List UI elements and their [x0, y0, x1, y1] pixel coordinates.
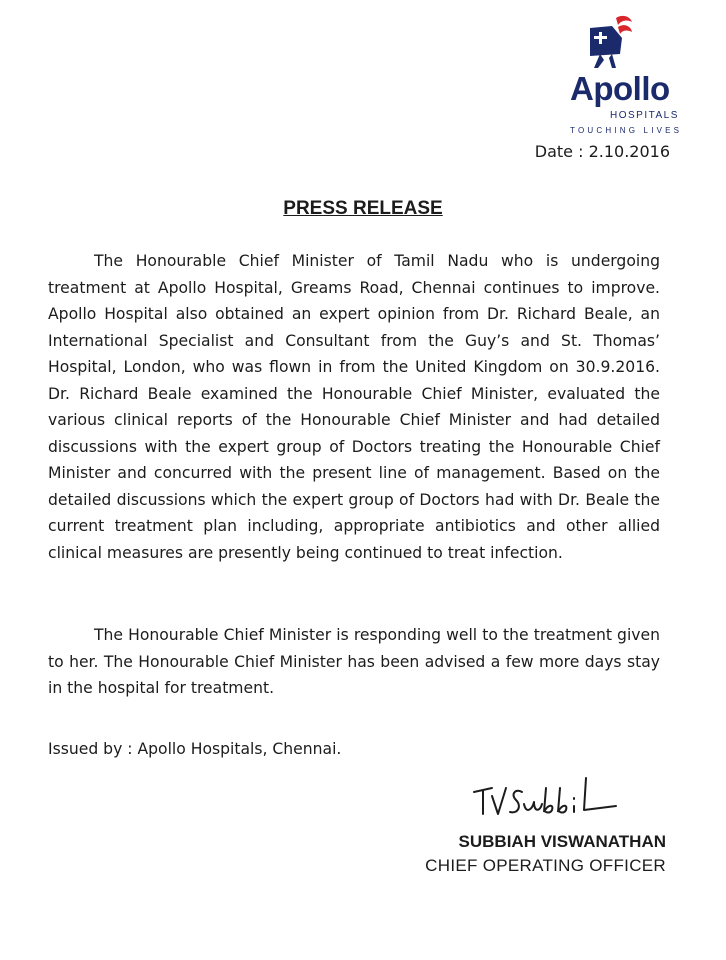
body-paragraph-1-text: The Honourable Chief Minister of Tamil Nadu who is undergoing treatment at Apollo Hospital, Greams Road, Chennai continues to improve. Apollo Hospital also obtained an expert opinion from Dr. Richard Beale, an International Specialist and Consultant from the Guy’s and St. Thomas’ Hospital, London, who was flown in from the United Kingdom on 30.9.2016. Dr. Richard Beale examined the Honourable Chief Minister, evaluated the various clinical reports of the Honourable Chief Minister and had detailed discussions with the expert group of Doctors treating the Honourable Chief Minister and concurred with the present line of management. Based on the detailed discussions which the expert group of Doctors had with Dr. Beale the current treatment plan including, appropriate antibiotics and other allied clinical measures are presently being continued to treat infection.	[48, 252, 660, 562]
handwritten-signature	[470, 770, 620, 820]
signatory-name: SUBBIAH VISWANATHAN	[458, 832, 666, 851]
logo-subtitle: HOSPITALS	[610, 110, 679, 121]
body-paragraph-1	[48, 248, 660, 566]
body-paragraph-2	[48, 622, 660, 702]
apollo-logo	[568, 14, 698, 134]
logo-tagline: TOUCHING LIVES	[570, 126, 683, 135]
document-title: PRESS RELEASE	[283, 198, 443, 219]
document-date: Date : 2.10.2016	[534, 142, 670, 161]
issued-by: Issued by : Apollo Hospitals, Chennai.	[48, 740, 342, 758]
logo-wordmark: Apollo	[570, 70, 670, 107]
signatory-title: CHIEF OPERATING OFFICER	[425, 856, 666, 875]
apollo-logo-mark-icon	[582, 14, 634, 70]
body-paragraph-2-text: The Honourable Chief Minister is responding well to the treatment given to her. The Honourable Chief Minister has been advised a few more days stay in the hospital for treatment.	[48, 626, 660, 697]
